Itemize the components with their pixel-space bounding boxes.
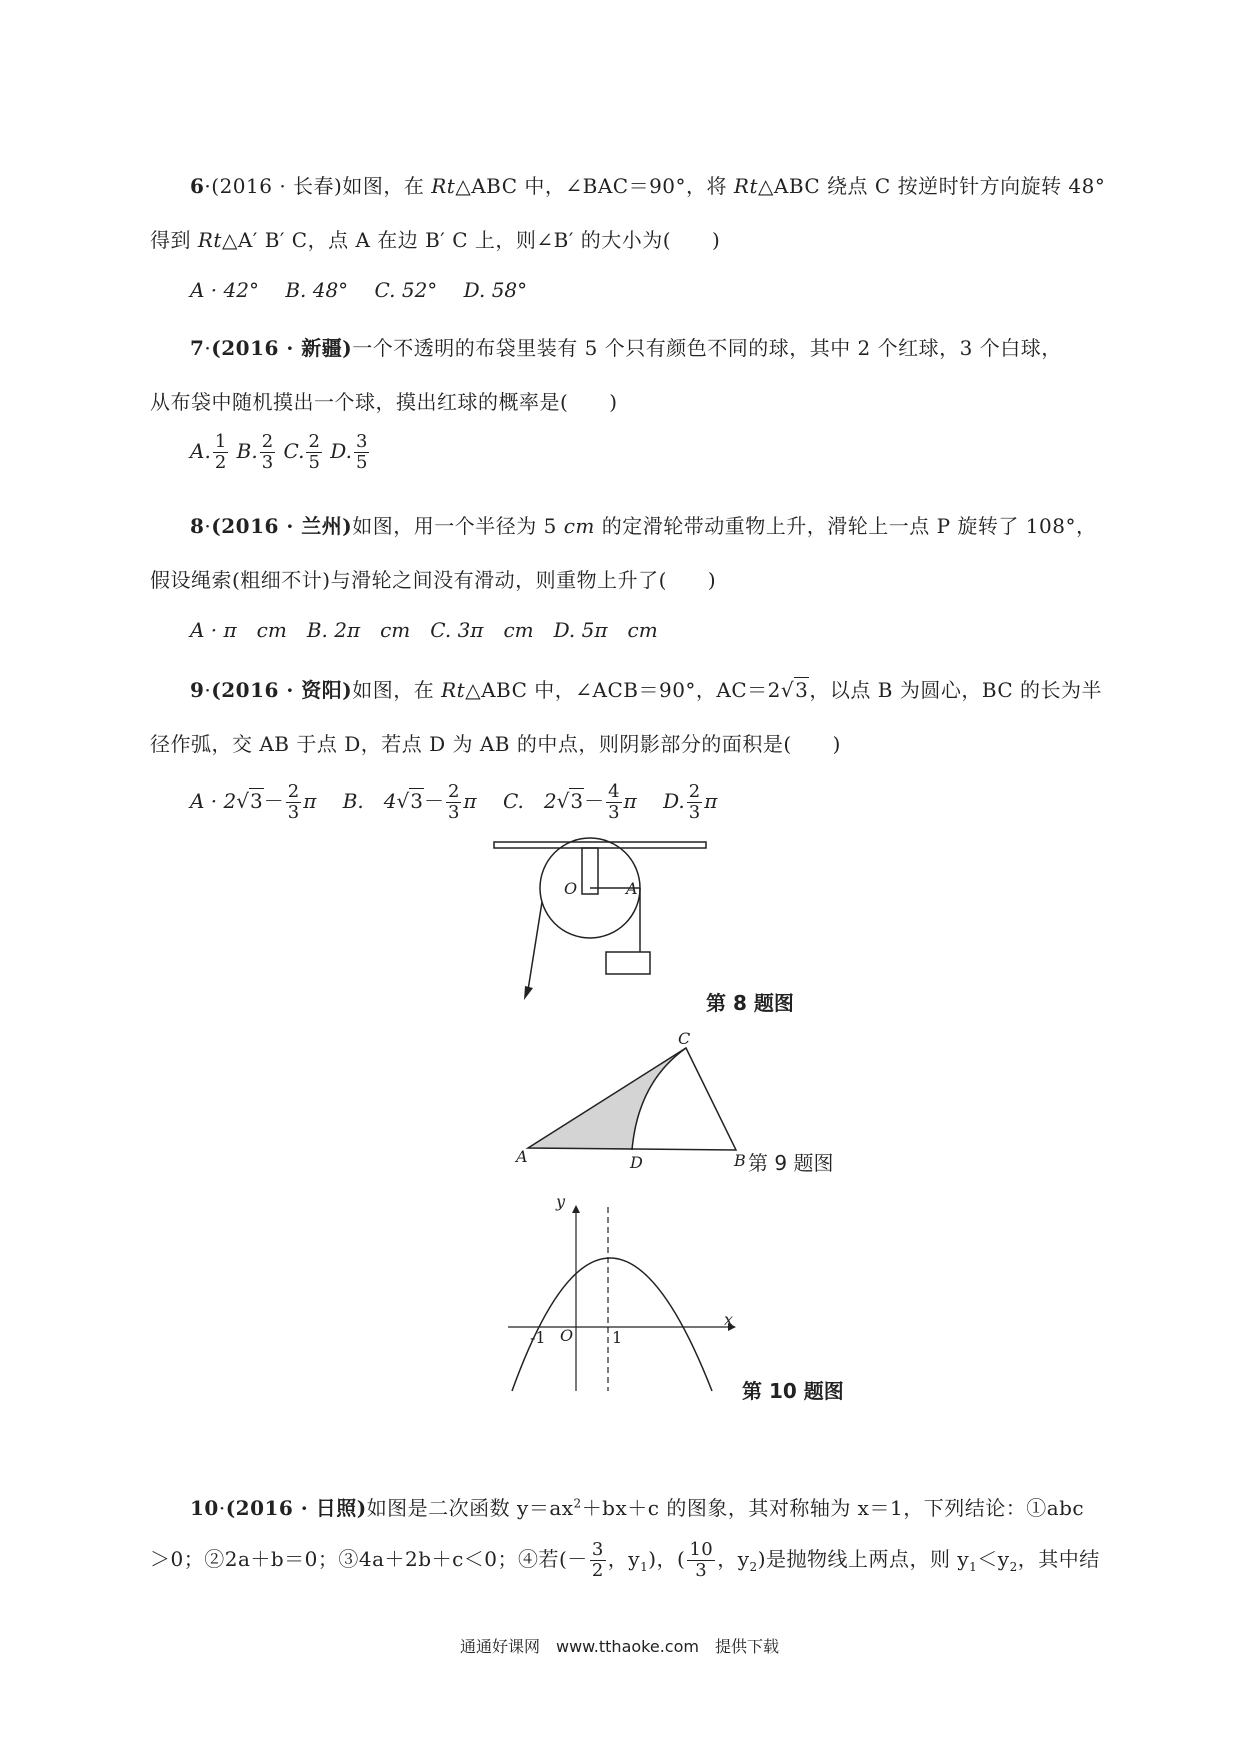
pi: π xyxy=(704,788,718,813)
q7-option-c: C. xyxy=(283,438,305,463)
q6-text: △ABC 中，∠BAC＝90°，将 xyxy=(455,174,734,198)
q10-dot: · xyxy=(218,1496,226,1520)
fraction xyxy=(213,432,228,473)
radicand: 3 xyxy=(410,788,423,813)
q10-line1 xyxy=(190,1492,1084,1521)
q10-line2 xyxy=(150,1540,1100,1581)
q9-source: (2016 · 资阳) xyxy=(211,678,353,702)
numerator: 2 xyxy=(261,431,274,452)
q8-dot: · xyxy=(204,514,212,538)
q9-number: 9 xyxy=(190,678,205,702)
q9-text: 如图，在 xyxy=(352,678,442,702)
label-b: B xyxy=(734,1151,746,1170)
q6-text: △A′ B′ C，点 A 在边 B′ C 上，则∠B′ 的大小为( ) xyxy=(221,228,721,252)
q10-text: ，其中结 xyxy=(1017,1546,1100,1571)
fraction xyxy=(446,782,461,823)
pull-rope xyxy=(528,902,542,990)
q10-text: ，y xyxy=(607,1546,641,1571)
denominator: 3 xyxy=(447,801,460,823)
label-1: 1 xyxy=(612,1328,623,1347)
q6-text: △ABC 绕点 C 按逆时针方向旋转 48° xyxy=(758,174,1106,198)
pulley-bracket xyxy=(582,848,598,894)
numerator: 3 xyxy=(591,1539,604,1560)
label-x: x xyxy=(724,1310,734,1329)
label-o: O xyxy=(564,879,578,898)
q10-text: ＜y xyxy=(977,1546,1010,1571)
pi: π xyxy=(623,788,637,813)
figure-8-caption: 第 8 题图 xyxy=(706,991,794,1015)
pull-arrow-icon xyxy=(524,986,533,1000)
label-neg1: -1 xyxy=(530,1328,546,1347)
denominator: 2 xyxy=(591,1559,604,1581)
numerator: 2 xyxy=(447,781,460,802)
q7-number: 7 xyxy=(190,336,205,360)
sqrt: √3 xyxy=(236,788,263,813)
label-a: A xyxy=(516,1147,528,1166)
figure-10-parabola xyxy=(500,1195,750,1395)
subscript: 2 xyxy=(749,1559,758,1574)
weight-block xyxy=(606,952,650,974)
q10-number: 10 xyxy=(190,1496,219,1520)
numerator: 2 xyxy=(688,781,701,802)
q8-text: 的定滑轮带动重物上升，滑轮上一点 P 旋转了 108°， xyxy=(594,514,1097,538)
q8-number: 8 xyxy=(190,514,205,538)
q7-option-a: A. xyxy=(190,438,211,463)
q6-text: 如图，在 xyxy=(342,174,432,198)
label-a: A xyxy=(626,879,638,898)
figure-10-caption: 第 10 题图 xyxy=(742,1379,844,1403)
fraction xyxy=(687,1540,715,1581)
denominator: 3 xyxy=(695,1559,708,1581)
q7-option-b: B. xyxy=(236,438,258,463)
pi: π xyxy=(463,788,477,813)
figure-9-caption: 第 9 题图 xyxy=(748,1151,834,1175)
denominator: 3 xyxy=(608,801,620,823)
denominator: 5 xyxy=(308,451,320,473)
parabola-curve xyxy=(512,1258,712,1391)
subscript: 1 xyxy=(969,1559,978,1574)
q9-option-b: B. 4 xyxy=(342,788,397,813)
q9-line1 xyxy=(190,674,1102,703)
y-axis-arrow-icon xyxy=(572,1205,580,1213)
denominator: 5 xyxy=(355,451,368,473)
fraction xyxy=(590,1540,606,1581)
minus: － xyxy=(423,788,444,813)
radicand: 3 xyxy=(570,788,584,813)
label-o: O xyxy=(560,1326,574,1345)
q10-text: )是抛物线上两点，则 y xyxy=(757,1546,970,1571)
fraction xyxy=(286,782,301,823)
numerator: 3 xyxy=(355,431,368,452)
q6-options: A · 42° B. 48° C. 52° D. 58° xyxy=(190,278,528,302)
q8-text: 如图，用一个半径为 5 xyxy=(352,514,564,538)
q9-dot: · xyxy=(204,678,212,702)
q6-rt: Rt xyxy=(431,174,456,198)
q7-line1 xyxy=(190,332,1062,361)
ceiling-bar xyxy=(494,842,706,848)
q8-options: A · π cm B. 2π cm C. 3π cm D. 5π cm xyxy=(190,618,658,642)
label-c: C xyxy=(678,1030,691,1048)
numerator: 4 xyxy=(608,781,620,802)
denominator: 2 xyxy=(214,451,227,473)
figure-9-triangle xyxy=(500,1030,760,1170)
fraction xyxy=(354,432,369,473)
fraction xyxy=(306,432,321,473)
q7-option-d: D. xyxy=(330,438,352,463)
denominator: 3 xyxy=(287,801,300,823)
figure-8-pulley xyxy=(480,830,720,1010)
q9-option-c: C. 2 xyxy=(502,788,557,813)
radicand: 3 xyxy=(250,788,263,813)
label-y: y xyxy=(556,1195,566,1211)
q6-number: 6 xyxy=(190,174,205,198)
q6-text: 得到 xyxy=(150,228,198,252)
sqrt: √3 xyxy=(396,788,423,813)
q10-text: 如图是二次函数 y＝ax xyxy=(366,1496,574,1520)
q6-rt: Rt xyxy=(733,174,758,198)
q7-line2: 从布袋中随机摸出一个球，摸出红球的概率是( ) xyxy=(150,390,618,414)
q9-option-a: A · 2 xyxy=(190,788,237,813)
q9-line2: 径作弧，交 AB 于点 D，若点 D 为 AB 的中点，则阴影部分的面积是( ) xyxy=(150,732,841,756)
q7-dot: · xyxy=(204,336,212,360)
q10-source: (2016 · 日照) xyxy=(225,1496,367,1520)
numerator: 10 xyxy=(689,1539,714,1560)
sqrt: √3 xyxy=(556,788,584,813)
q6-source: (2016 · 长春) xyxy=(211,174,343,198)
q7-text: 一个不透明的布袋里装有 5 个只有颜色不同的球，其中 2 个红球，3 个白球， xyxy=(352,336,1062,360)
numerator: 2 xyxy=(308,431,320,452)
numerator: 1 xyxy=(214,431,227,452)
fraction xyxy=(260,432,275,473)
q10-text: ，y xyxy=(717,1546,750,1571)
radicand: 3 xyxy=(795,678,809,702)
fraction xyxy=(687,782,702,823)
subscript: 1 xyxy=(640,1559,649,1574)
q10-text: ＋bx＋c 的图象，其对称轴为 x＝1，下列结论：①abc xyxy=(581,1496,1085,1520)
q8-source: (2016 · 兰州) xyxy=(211,514,353,538)
q8-unit: cm xyxy=(563,514,595,538)
superscript: 2 xyxy=(573,1496,582,1511)
q6-dot: · xyxy=(204,174,212,198)
q9-rt: Rt xyxy=(441,678,466,702)
pi: π xyxy=(303,788,317,813)
q9-options xyxy=(190,782,717,823)
q9-option-d: D. xyxy=(663,788,685,813)
q9-text: △ABC 中，∠ACB＝90°，AC＝2 xyxy=(465,678,781,702)
q8-line2: 假设绳索(粗细不计)与滑轮之间没有滑动，则重物上升了( ) xyxy=(150,568,717,592)
footer-text: 通通好课网 www.tthaoke.com 提供下载 xyxy=(460,1637,779,1656)
q10-text: ＞0；②2a＋b＝0；③4a＋2b＋c＜0；④若(－ xyxy=(150,1546,588,1571)
q6-line1 xyxy=(190,170,1105,199)
numerator: 2 xyxy=(287,781,300,802)
label-d: D xyxy=(630,1153,643,1170)
q6-line2 xyxy=(150,224,720,253)
q7-source: (2016 · 新疆) xyxy=(211,336,353,360)
subscript: 2 xyxy=(1009,1559,1018,1574)
q6-rt: Rt xyxy=(197,228,222,252)
denominator: 3 xyxy=(261,451,274,473)
minus: － xyxy=(584,788,605,813)
q10-text: )，( xyxy=(648,1546,686,1571)
q7-options xyxy=(190,432,371,473)
fraction xyxy=(606,782,621,823)
minus: － xyxy=(263,788,284,813)
q9-text: ，以点 B 为圆心，BC 的长为半 xyxy=(809,678,1103,702)
sqrt: √3 xyxy=(780,678,809,702)
q8-line1 xyxy=(190,510,1096,539)
denominator: 3 xyxy=(688,801,701,823)
